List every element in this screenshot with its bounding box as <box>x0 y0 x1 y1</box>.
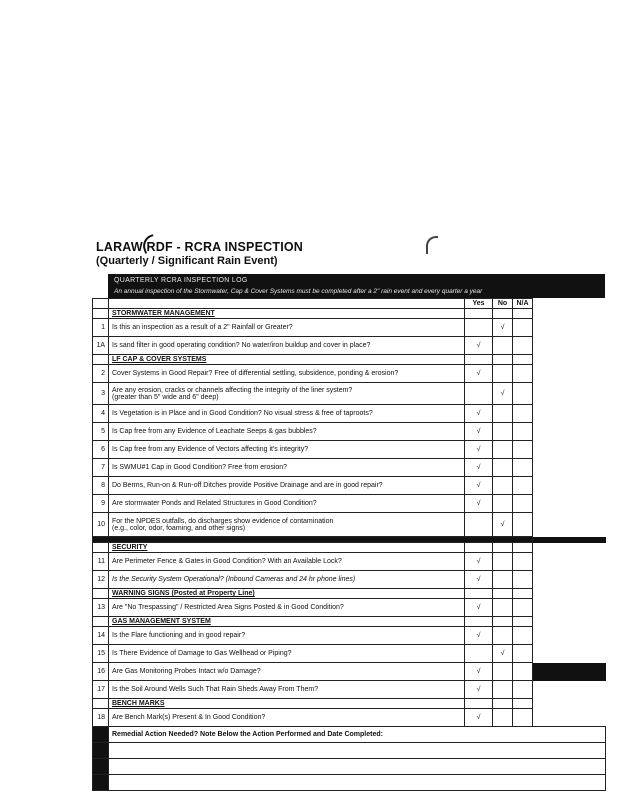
item-text: For the NPDES outfalls, do discharges show evidence of contamination (e.g., color, odor, foaming, and other signs) <box>109 513 465 537</box>
table-row: 13 Are "No Trespassing" / Restricted Area Signs Posted & in Good Condition? √ <box>93 599 606 617</box>
no-checkbox[interactable] <box>493 423 513 441</box>
scan-mark-icon <box>426 236 438 254</box>
table-row: 9 Are stormwater Ponds and Related Structures in Good Condition? √ <box>93 495 606 513</box>
redaction-block <box>533 663 606 681</box>
no-checkbox[interactable] <box>493 681 513 699</box>
section-row <box>93 355 606 365</box>
item-text: Are Gas Monitoring Probes Intact w/o Damage? <box>109 663 465 681</box>
remedial-line[interactable] <box>93 775 606 791</box>
na-checkbox[interactable] <box>513 423 533 441</box>
na-checkbox[interactable] <box>513 645 533 663</box>
table-row: 5 Is Cap free from any Evidence of Leachate Seeps & gas bubbles? √ <box>93 423 606 441</box>
section-warning-signs: WARNING SIGNS (Posted at Property Line) <box>109 589 465 599</box>
na-checkbox[interactable] <box>513 513 533 537</box>
col-na: N/A <box>513 299 533 309</box>
table-row: 1 Is this an inspection as a result of a 2" Rainfall or Greater? √ <box>93 319 606 337</box>
table-row: 3 Are any erosion, cracks or channels affecting the integrity of the liner system? (greater than 5" wide and 6" deep) √ <box>93 383 606 405</box>
no-checkbox[interactable]: √ <box>493 383 513 405</box>
item-text: Are any erosion, cracks or channels affecting the integrity of the liner system? (greater than 5" wide and 6" deep) <box>109 383 465 405</box>
no-checkbox[interactable]: √ <box>493 319 513 337</box>
no-checkbox[interactable] <box>493 571 513 589</box>
item-text: Is Cap free from any Evidence of Leachate Seeps & gas bubbles? <box>109 423 465 441</box>
section-gas-management: GAS MANAGEMENT SYSTEM <box>109 617 465 627</box>
na-checkbox[interactable] <box>513 663 533 681</box>
na-checkbox[interactable] <box>513 405 533 423</box>
item-text: Are Perimeter Fence & Gates in Good Condition? With an Available Lock? <box>109 553 465 571</box>
no-checkbox[interactable] <box>493 477 513 495</box>
section-cap-cover: LF CAP & COVER SYSTEMS <box>109 355 465 365</box>
remedial-line[interactable] <box>93 743 606 759</box>
no-checkbox[interactable] <box>493 553 513 571</box>
table-row: 12 Is the Security System Operational? (Inbound Cameras and 24 hr phone lines) √ <box>93 571 606 589</box>
item-text: Is There Evidence of Damage to Gas Wellhead or Piping? <box>109 645 465 663</box>
na-checkbox[interactable] <box>513 553 533 571</box>
no-checkbox[interactable] <box>493 495 513 513</box>
yes-checkbox[interactable]: √ <box>465 365 493 383</box>
na-checkbox[interactable] <box>513 599 533 617</box>
no-checkbox[interactable] <box>493 459 513 477</box>
yes-checkbox[interactable] <box>465 319 493 337</box>
no-checkbox[interactable] <box>493 441 513 459</box>
yes-checkbox[interactable]: √ <box>465 627 493 645</box>
na-checkbox[interactable] <box>513 571 533 589</box>
no-checkbox[interactable] <box>493 405 513 423</box>
no-checkbox[interactable] <box>493 337 513 355</box>
table-row: 10 For the NPDES outfalls, do discharges show evidence of contamination (e.g., color, odor, foaming, and other signs) √ <box>93 513 606 537</box>
remedial-row <box>93 727 606 743</box>
section-security: SECURITY <box>109 543 465 553</box>
na-checkbox[interactable] <box>513 459 533 477</box>
yes-checkbox[interactable]: √ <box>465 681 493 699</box>
yes-checkbox[interactable]: √ <box>465 553 493 571</box>
item-text: Is this an inspection as a result of a 2" Rainfall or Greater? <box>109 319 465 337</box>
item-text: Is Vegetation is in Place and in Good Condition? No visual stress & free of taproots? <box>109 405 465 423</box>
table-row: 17 Is the Soil Around Wells Such That Rain Sheds Away From Them? √ <box>93 681 606 699</box>
yes-checkbox[interactable]: √ <box>465 405 493 423</box>
col-yes: Yes <box>465 299 493 309</box>
na-checkbox[interactable] <box>513 319 533 337</box>
na-checkbox[interactable] <box>513 495 533 513</box>
yes-checkbox[interactable]: √ <box>465 477 493 495</box>
remedial-label: Remedial Action Needed? Note Below the Action Performed and Date Completed: <box>109 727 606 743</box>
section-stormwater: STORMWATER MANAGEMENT <box>109 309 465 319</box>
item-text: Is Cap free from any Evidence of Vectors affecting it's integrity? <box>109 441 465 459</box>
table-row: 2 Cover Systems in Good Repair? Free of differential settling, subsidence, ponding & erosion? √ <box>93 365 606 383</box>
log-header-subtitle: An annual inspection of the Stormwater, Cap & Cover Systems must be completed after a 2" rain event and every quarter a year <box>114 288 483 295</box>
item-text: Is the Soil Around Wells Such That Rain Sheds Away From Them? <box>109 681 465 699</box>
item-text: Is the Security System Operational? (Inbound Cameras and 24 hr phone lines) <box>109 571 465 589</box>
no-checkbox[interactable] <box>493 663 513 681</box>
section-bench-marks: BENCH MARKS <box>109 699 465 709</box>
section-row <box>93 699 606 709</box>
document-subtitle: (Quarterly / Significant Rain Event) <box>96 255 278 267</box>
item-text: Are "No Trespassing" / Restricted Area Signs Posted & in Good Condition? <box>109 599 465 617</box>
item-text: Is SWMU#1 Cap in Good Condition? Free from erosion? <box>109 459 465 477</box>
na-checkbox[interactable] <box>513 627 533 645</box>
no-checkbox[interactable] <box>493 365 513 383</box>
col-no: No <box>493 299 513 309</box>
yes-checkbox[interactable]: √ <box>465 459 493 477</box>
table-row: 11 Are Perimeter Fence & Gates in Good Condition? With an Available Lock? √ <box>93 553 606 571</box>
yes-checkbox[interactable] <box>465 645 493 663</box>
yes-checkbox[interactable]: √ <box>465 599 493 617</box>
no-checkbox[interactable]: √ <box>493 513 513 537</box>
document-title: LARAW RDF - RCRA INSPECTION <box>96 240 304 254</box>
item-text: Are stormwater Ponds and Related Structures in Good Condition? <box>109 495 465 513</box>
table-row: 1A Is sand filter in good operating condition? No water/iron buildup and cover in place? √ <box>93 337 606 355</box>
yes-checkbox[interactable]: √ <box>465 709 493 727</box>
yes-checkbox[interactable]: √ <box>465 571 493 589</box>
na-checkbox[interactable] <box>513 709 533 727</box>
table-row: 15 Is There Evidence of Damage to Gas Wellhead or Piping? √ <box>93 645 606 663</box>
yes-checkbox[interactable] <box>465 513 493 537</box>
no-checkbox[interactable]: √ <box>493 645 513 663</box>
table-row: 4 Is Vegetation is in Place and in Good Condition? No visual stress & free of taproots? √ <box>93 405 606 423</box>
item-text: Cover Systems in Good Repair? Free of differential settling, subsidence, ponding & erosion? <box>109 365 465 383</box>
yes-checkbox[interactable]: √ <box>465 337 493 355</box>
inspection-table <box>92 298 606 791</box>
yes-checkbox[interactable] <box>465 383 493 405</box>
no-checkbox[interactable] <box>493 709 513 727</box>
no-checkbox[interactable] <box>493 627 513 645</box>
yes-checkbox[interactable]: √ <box>465 495 493 513</box>
na-checkbox[interactable] <box>513 477 533 495</box>
table-row: 14 Is the Flare functioning and in good repair? √ <box>93 627 606 645</box>
column-header-row <box>93 299 606 309</box>
section-row <box>93 617 606 627</box>
remedial-input-line[interactable] <box>109 759 606 775</box>
na-checkbox[interactable] <box>513 441 533 459</box>
item-text: Are Bench Mark(s) Present & In Good Condition? <box>109 709 465 727</box>
item-text: Do Berms, Run-on & Run-off Ditches provide Positive Drainage and are in good repair? <box>109 477 465 495</box>
table-row: 16 Are Gas Monitoring Probes Intact w/o Damage? √ <box>93 663 606 681</box>
log-header-bar <box>108 274 605 298</box>
yes-checkbox[interactable]: √ <box>465 663 493 681</box>
section-row <box>93 589 606 599</box>
item-text: Is sand filter in good operating condition? No water/iron buildup and cover in place? <box>109 337 465 355</box>
log-header-title: QUARTERLY RCRA INSPECTION LOG <box>114 277 248 284</box>
na-checkbox[interactable] <box>513 365 533 383</box>
remedial-input-line[interactable] <box>109 743 606 759</box>
table-row: 6 Is Cap free from any Evidence of Vectors affecting it's integrity? √ <box>93 441 606 459</box>
remedial-input-line[interactable] <box>109 775 606 791</box>
na-checkbox[interactable] <box>513 383 533 405</box>
no-checkbox[interactable] <box>493 599 513 617</box>
section-row <box>93 309 606 319</box>
section-row <box>93 543 606 553</box>
table-row: 7 Is SWMU#1 Cap in Good Condition? Free from erosion? √ <box>93 459 606 477</box>
na-checkbox[interactable] <box>513 681 533 699</box>
table-row: 18 Are Bench Mark(s) Present & In Good Condition? √ <box>93 709 606 727</box>
na-checkbox[interactable] <box>513 337 533 355</box>
yes-checkbox[interactable]: √ <box>465 423 493 441</box>
item-text: Is the Flare functioning and in good repair? <box>109 627 465 645</box>
remedial-line[interactable] <box>93 759 606 775</box>
table-row: 8 Do Berms, Run-on & Run-off Ditches provide Positive Drainage and are in good repair? √ <box>93 477 606 495</box>
yes-checkbox[interactable]: √ <box>465 441 493 459</box>
